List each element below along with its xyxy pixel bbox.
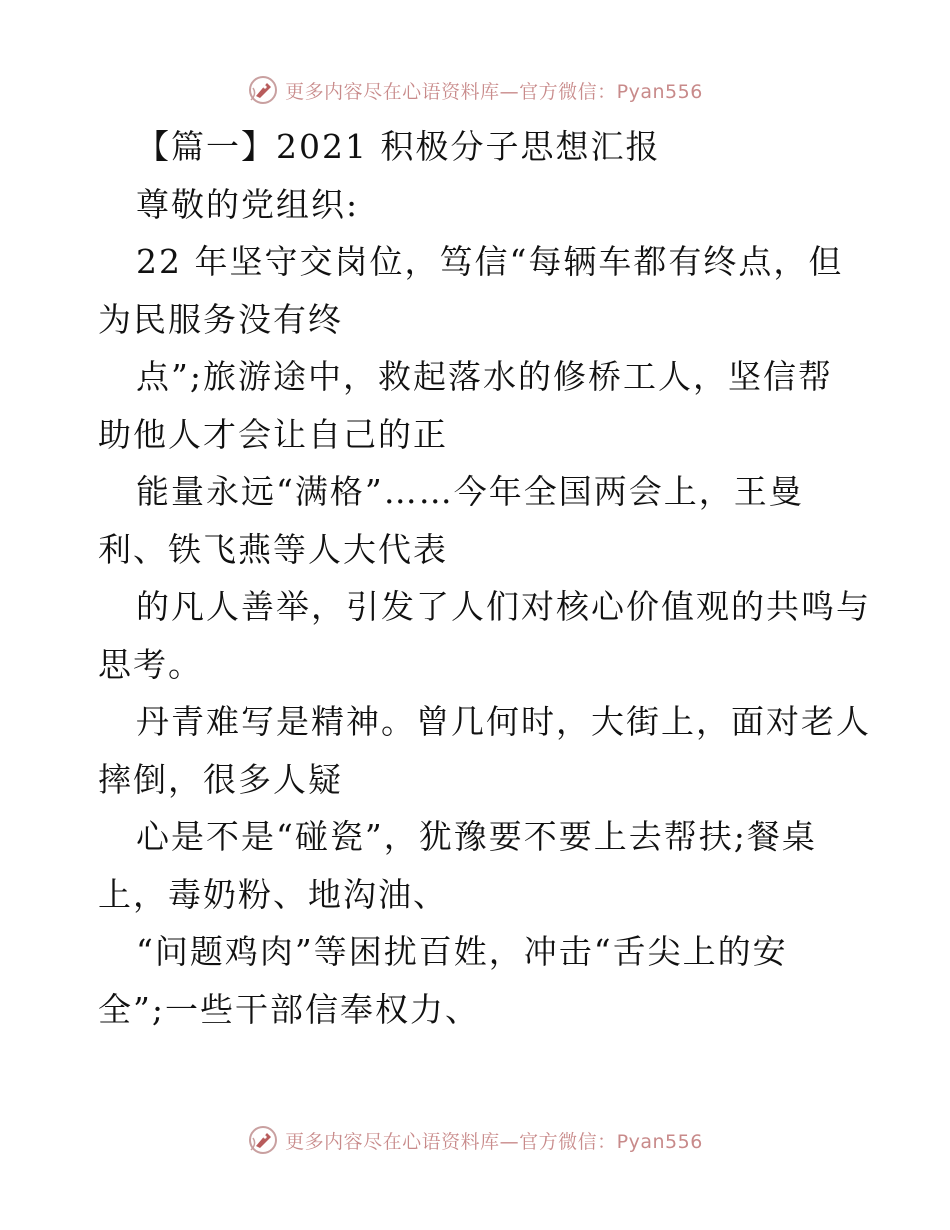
text-line: 能量永远“满格”……今年全国两会上，王曼 <box>136 472 804 511</box>
document-title: 【篇一】2021 积极分子思想汇报 <box>136 127 661 166</box>
pen-nib-circle-logo <box>247 74 279 106</box>
watermark-text: 更多内容尽在心语资料库—官方微信：Pyan556 <box>285 80 703 103</box>
text-line: 助他人才会让自己的正 <box>98 414 448 454</box>
pen-nib-circle-logo <box>247 1124 279 1156</box>
salutation: 尊敬的党组织: <box>136 184 360 224</box>
text-line: 利、铁飞燕等人大代表 <box>98 529 448 569</box>
text-line: 全”;一些干部信奉权力、 <box>98 989 480 1029</box>
watermark-text: 更多内容尽在心语资料库—官方微信：Pyan556 <box>285 1130 703 1153</box>
text-line: “问题鸡肉”等困扰百姓，冲击“舌尖上的安 <box>136 932 788 971</box>
text-line: 摔倒，很多人疑 <box>98 759 343 799</box>
document-body <box>98 118 871 1038</box>
text-line: 思考。 <box>98 644 203 684</box>
text-line: 的凡人善举，引发了人们对核心价值观的共鸣与 <box>136 587 871 626</box>
header-watermark <box>0 70 950 110</box>
footer-watermark <box>0 1120 950 1160</box>
text-line: 点”;旅游途中，救起落水的修桥工人，坚信帮 <box>136 357 833 396</box>
text-line: 上，毒奶粉、地沟油、 <box>98 874 448 914</box>
text-line: 心是不是“碰瓷”，犹豫要不要上去帮扶;餐桌 <box>136 817 817 856</box>
text-line: 丹青难写是精神。曾几何时，大街上，面对老人 <box>136 702 871 741</box>
text-line: 22 年坚守交岗位，笃信“每辆车都有终点，但 <box>136 242 844 281</box>
text-line: 为民服务没有终 <box>98 299 343 339</box>
